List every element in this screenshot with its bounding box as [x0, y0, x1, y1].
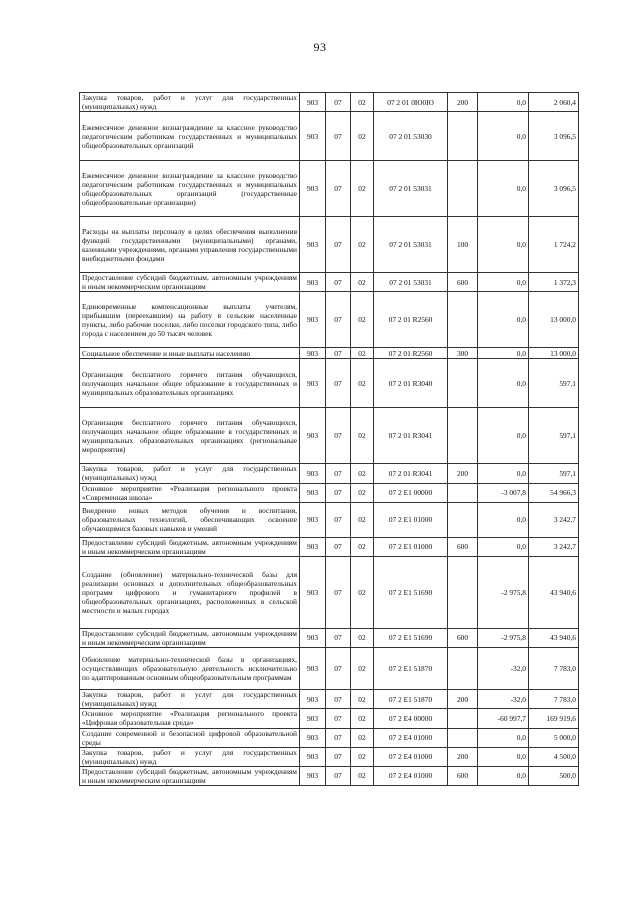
row-expense-type: [448, 292, 478, 348]
row-description: Внедрение новых методов обучения и воспитания, образовательных технологий, обеспечивающих освоение обучающимися базовых навыков и умений: [80, 502, 300, 537]
row-description: Закупка товаров, работ и услуг для государственных (муниципальных) нужд: [80, 747, 300, 766]
row-expense-type: [448, 112, 478, 161]
row-total-amount: 7 783,0: [529, 690, 579, 709]
row-subsection-code: 02: [351, 556, 374, 628]
row-target-article: 07 2 01 R3040: [374, 359, 448, 408]
row-section-code: 07: [326, 464, 351, 483]
row-total-amount: 597,1: [529, 464, 579, 483]
row-change-amount: -3 007,8: [478, 483, 529, 502]
table-row: [80, 537, 579, 556]
row-change-amount: -2 975,8: [478, 628, 529, 647]
row-change-amount: 0,0: [478, 93, 529, 112]
row-change-amount: 0,0: [478, 292, 529, 348]
row-section-code: 07: [326, 273, 351, 292]
row-section-code: 07: [326, 408, 351, 464]
row-target-article: 07 2 E4 01000: [374, 766, 448, 785]
row-expense-type: [448, 709, 478, 728]
row-expense-type: [448, 502, 478, 537]
row-target-article: 07 2 E1 51690: [374, 628, 448, 647]
row-section-code: 07: [326, 161, 351, 217]
row-section-code: 07: [326, 747, 351, 766]
table-row: [80, 112, 579, 161]
row-expense-type: [448, 161, 478, 217]
row-change-amount: 0,0: [478, 217, 529, 273]
row-subsection-code: 02: [351, 292, 374, 348]
table-row: [80, 709, 579, 728]
row-grbs-code: 903: [300, 408, 326, 464]
table-row: [80, 690, 579, 709]
row-subsection-code: 02: [351, 359, 374, 408]
row-expense-type: 600: [448, 766, 478, 785]
row-description: Предоставление субсидий бюджетным, автономным учреждениям и иным некоммерческим организациям: [80, 766, 300, 785]
row-expense-type: 200: [448, 747, 478, 766]
row-subsection-code: 02: [351, 648, 374, 690]
row-description: Ежемесячное денежное вознаграждение за классное руководство педагогическим работникам государственных и муниципальных общеобразовательных организаций: [80, 112, 300, 161]
row-total-amount: 597,1: [529, 359, 579, 408]
row-total-amount: 5 000,0: [529, 728, 579, 747]
row-description: Организация бесплатного горячего питания обучающихся, получающих начальное общее образование в государственных и муниципальных образовательных организациях: [80, 359, 300, 408]
row-subsection-code: 02: [351, 112, 374, 161]
budget-table: [79, 92, 579, 786]
row-change-amount: 0,0: [478, 747, 529, 766]
row-description: Ежемесячное денежное вознаграждение за классное руководство педагогическим работникам государственных и муниципальных общеобразовательных организаций (государственные общеобразовательные организации): [80, 161, 300, 217]
row-change-amount: 0,0: [478, 161, 529, 217]
row-subsection-code: 02: [351, 93, 374, 112]
row-section-code: 07: [326, 112, 351, 161]
row-target-article: 07 2 E1 51870: [374, 648, 448, 690]
row-grbs-code: 903: [300, 556, 326, 628]
row-target-article: 07 2 01 R3041: [374, 408, 448, 464]
row-section-code: 07: [326, 537, 351, 556]
row-subsection-code: 02: [351, 537, 374, 556]
row-section-code: 07: [326, 709, 351, 728]
row-subsection-code: 02: [351, 217, 374, 273]
row-change-amount: -32,0: [478, 690, 529, 709]
row-total-amount: 2 060,4: [529, 93, 579, 112]
row-grbs-code: 903: [300, 273, 326, 292]
row-change-amount: -60 997,7: [478, 709, 529, 728]
row-description: Организация бесплатного горячего питания обучающихся, получающих начальное общее образование в государственных и муниципальных образовательных организациях (региональные мероприятия): [80, 408, 300, 464]
row-target-article: 07 2 01 0Ю0Ю: [374, 93, 448, 112]
row-expense-type: [448, 408, 478, 464]
row-change-amount: 0,0: [478, 728, 529, 747]
row-section-code: 07: [326, 292, 351, 348]
row-total-amount: 500,0: [529, 766, 579, 785]
row-grbs-code: 903: [300, 359, 326, 408]
row-section-code: 07: [326, 359, 351, 408]
table-row: [80, 747, 579, 766]
row-target-article: 07 2 E4 01000: [374, 728, 448, 747]
row-subsection-code: 02: [351, 502, 374, 537]
row-description: Социальное обеспечение и иные выплаты населению: [80, 348, 300, 359]
row-total-amount: 7 783,0: [529, 648, 579, 690]
row-subsection-code: 02: [351, 690, 374, 709]
row-description: Предоставление субсидий бюджетным, автономным учреждениям и иным некоммерческим организациям: [80, 273, 300, 292]
row-description: Расходы на выплаты персоналу в целях обеспечения выполнения функций государственными (муниципальными) органами, казенными учреждениями, органами управления государственными внебюджетными фондами: [80, 217, 300, 273]
row-total-amount: 1 724,2: [529, 217, 579, 273]
row-section-code: 07: [326, 483, 351, 502]
row-total-amount: 597,1: [529, 408, 579, 464]
row-section-code: 07: [326, 628, 351, 647]
row-grbs-code: 903: [300, 112, 326, 161]
table-row: [80, 93, 579, 112]
row-grbs-code: 903: [300, 217, 326, 273]
table-row: [80, 217, 579, 273]
row-description: Обновление материально-технической базы в организациях, осуществляющих образовательную деятельность исключительно по адаптированным основным общеобразовательным программам: [80, 648, 300, 690]
row-section-code: 07: [326, 728, 351, 747]
row-grbs-code: 903: [300, 747, 326, 766]
row-expense-type: [448, 483, 478, 502]
row-expense-type: [448, 728, 478, 747]
row-section-code: 07: [326, 217, 351, 273]
table-row: [80, 483, 579, 502]
row-description: Основное мероприятие «Реализация регионального проекта «Цифровая образовательная среда»: [80, 709, 300, 728]
row-expense-type: 200: [448, 690, 478, 709]
row-section-code: 07: [326, 648, 351, 690]
row-expense-type: 200: [448, 93, 478, 112]
row-subsection-code: 02: [351, 747, 374, 766]
row-target-article: 07 2 01 R3041: [374, 464, 448, 483]
row-grbs-code: 903: [300, 709, 326, 728]
row-target-article: 07 2 E1 01000: [374, 537, 448, 556]
row-grbs-code: 903: [300, 537, 326, 556]
row-target-article: 07 2 E1 51870: [374, 690, 448, 709]
table-row: [80, 161, 579, 217]
row-target-article: 07 2 E1 01000: [374, 502, 448, 537]
row-target-article: 07 2 01 R2560: [374, 292, 448, 348]
row-expense-type: [448, 556, 478, 628]
row-description: Закупка товаров, работ и услуг для государственных (муниципальных) нужд: [80, 93, 300, 112]
row-expense-type: 100: [448, 217, 478, 273]
table-row: [80, 556, 579, 628]
row-subsection-code: 02: [351, 273, 374, 292]
row-subsection-code: 02: [351, 348, 374, 359]
row-change-amount: 0,0: [478, 273, 529, 292]
row-description: Создание современной и безопасной цифровой образовательной среды: [80, 728, 300, 747]
row-description: Создание (обновление) материально-технической базы для реализации основных и дополнительных общеобразовательных программ цифрового и гуманитарного профилей в общеобразовательных организациях, расположенных в сельской местности и малых городах: [80, 556, 300, 628]
table-row: [80, 292, 579, 348]
row-description: Предоставление субсидий бюджетным, автономным учреждениям и иным некоммерческим организациям: [80, 537, 300, 556]
row-total-amount: 3 096,5: [529, 112, 579, 161]
row-section-code: 07: [326, 556, 351, 628]
row-change-amount: 0,0: [478, 408, 529, 464]
table-row: [80, 348, 579, 359]
table-row: [80, 766, 579, 785]
row-total-amount: 3 242,7: [529, 502, 579, 537]
row-target-article: 07 2 01 53031: [374, 273, 448, 292]
row-change-amount: 0,0: [478, 766, 529, 785]
row-target-article: 07 2 E1 51690: [374, 556, 448, 628]
row-section-code: 07: [326, 348, 351, 359]
row-subsection-code: 02: [351, 766, 374, 785]
row-total-amount: 13 000,0: [529, 348, 579, 359]
row-target-article: 07 2 01 R2560: [374, 348, 448, 359]
row-grbs-code: 903: [300, 161, 326, 217]
row-grbs-code: 903: [300, 690, 326, 709]
row-target-article: 07 2 01 53030: [374, 112, 448, 161]
row-change-amount: 0,0: [478, 112, 529, 161]
row-expense-type: 200: [448, 464, 478, 483]
row-subsection-code: 02: [351, 709, 374, 728]
row-grbs-code: 903: [300, 464, 326, 483]
row-subsection-code: 02: [351, 728, 374, 747]
row-grbs-code: 903: [300, 766, 326, 785]
row-expense-type: [448, 359, 478, 408]
row-section-code: 07: [326, 690, 351, 709]
table-row: [80, 359, 579, 408]
row-change-amount: 0,0: [478, 502, 529, 537]
row-total-amount: 3 242,7: [529, 537, 579, 556]
row-target-article: 07 2 01 53031: [374, 161, 448, 217]
row-grbs-code: 903: [300, 628, 326, 647]
row-expense-type: 600: [448, 273, 478, 292]
row-change-amount: 0,0: [478, 464, 529, 483]
row-total-amount: 43 940,6: [529, 556, 579, 628]
row-section-code: 07: [326, 502, 351, 537]
row-description: Предоставление субсидий бюджетным, автономным учреждениям и иным некоммерческим организациям: [80, 628, 300, 647]
row-total-amount: 54 966,3: [529, 483, 579, 502]
row-total-amount: 1 372,3: [529, 273, 579, 292]
row-expense-type: [448, 648, 478, 690]
row-description: Единовременные компенсационные выплаты учителям, прибывшим (переехавшим) на работу в сельские населенные пункты, либо рабочие поселки, либо поселки городского типа, либо города с населением до 50 тысяч человек: [80, 292, 300, 348]
row-change-amount: -2 975,8: [478, 556, 529, 628]
page-number: 93: [313, 40, 327, 54]
row-target-article: 07 2 E4 00000: [374, 709, 448, 728]
row-target-article: 07 2 E1 00000: [374, 483, 448, 502]
row-change-amount: 0,0: [478, 348, 529, 359]
row-description: Закупка товаров, работ и услуг для государственных (муниципальных) нужд: [80, 690, 300, 709]
row-grbs-code: 903: [300, 348, 326, 359]
row-expense-type: 300: [448, 348, 478, 359]
row-grbs-code: 903: [300, 728, 326, 747]
row-target-article: 07 2 01 53031: [374, 217, 448, 273]
row-subsection-code: 02: [351, 464, 374, 483]
row-expense-type: 600: [448, 628, 478, 647]
table-row: [80, 464, 579, 483]
row-subsection-code: 02: [351, 161, 374, 217]
table-row: [80, 502, 579, 537]
table-row: [80, 728, 579, 747]
row-total-amount: 169 919,6: [529, 709, 579, 728]
row-total-amount: 13 000,0: [529, 292, 579, 348]
row-change-amount: 0,0: [478, 537, 529, 556]
table-row: [80, 648, 579, 690]
row-target-article: 07 2 E4 01000: [374, 747, 448, 766]
row-change-amount: -32,0: [478, 648, 529, 690]
row-grbs-code: 903: [300, 93, 326, 112]
row-subsection-code: 02: [351, 628, 374, 647]
table-row: [80, 408, 579, 464]
row-grbs-code: 903: [300, 648, 326, 690]
row-total-amount: 43 940,6: [529, 628, 579, 647]
row-grbs-code: 903: [300, 292, 326, 348]
row-grbs-code: 903: [300, 502, 326, 537]
row-subsection-code: 02: [351, 408, 374, 464]
table-row: [80, 628, 579, 647]
row-subsection-code: 02: [351, 483, 374, 502]
row-description: Основное мероприятие «Реализация регионального проекта «Современная школа»: [80, 483, 300, 502]
table-row: [80, 273, 579, 292]
row-total-amount: 3 096,5: [529, 161, 579, 217]
row-grbs-code: 903: [300, 483, 326, 502]
row-change-amount: 0,0: [478, 359, 529, 408]
row-total-amount: 4 500,0: [529, 747, 579, 766]
row-expense-type: 600: [448, 537, 478, 556]
row-description: Закупка товаров, работ и услуг для государственных (муниципальных) нужд: [80, 464, 300, 483]
row-section-code: 07: [326, 766, 351, 785]
row-section-code: 07: [326, 93, 351, 112]
